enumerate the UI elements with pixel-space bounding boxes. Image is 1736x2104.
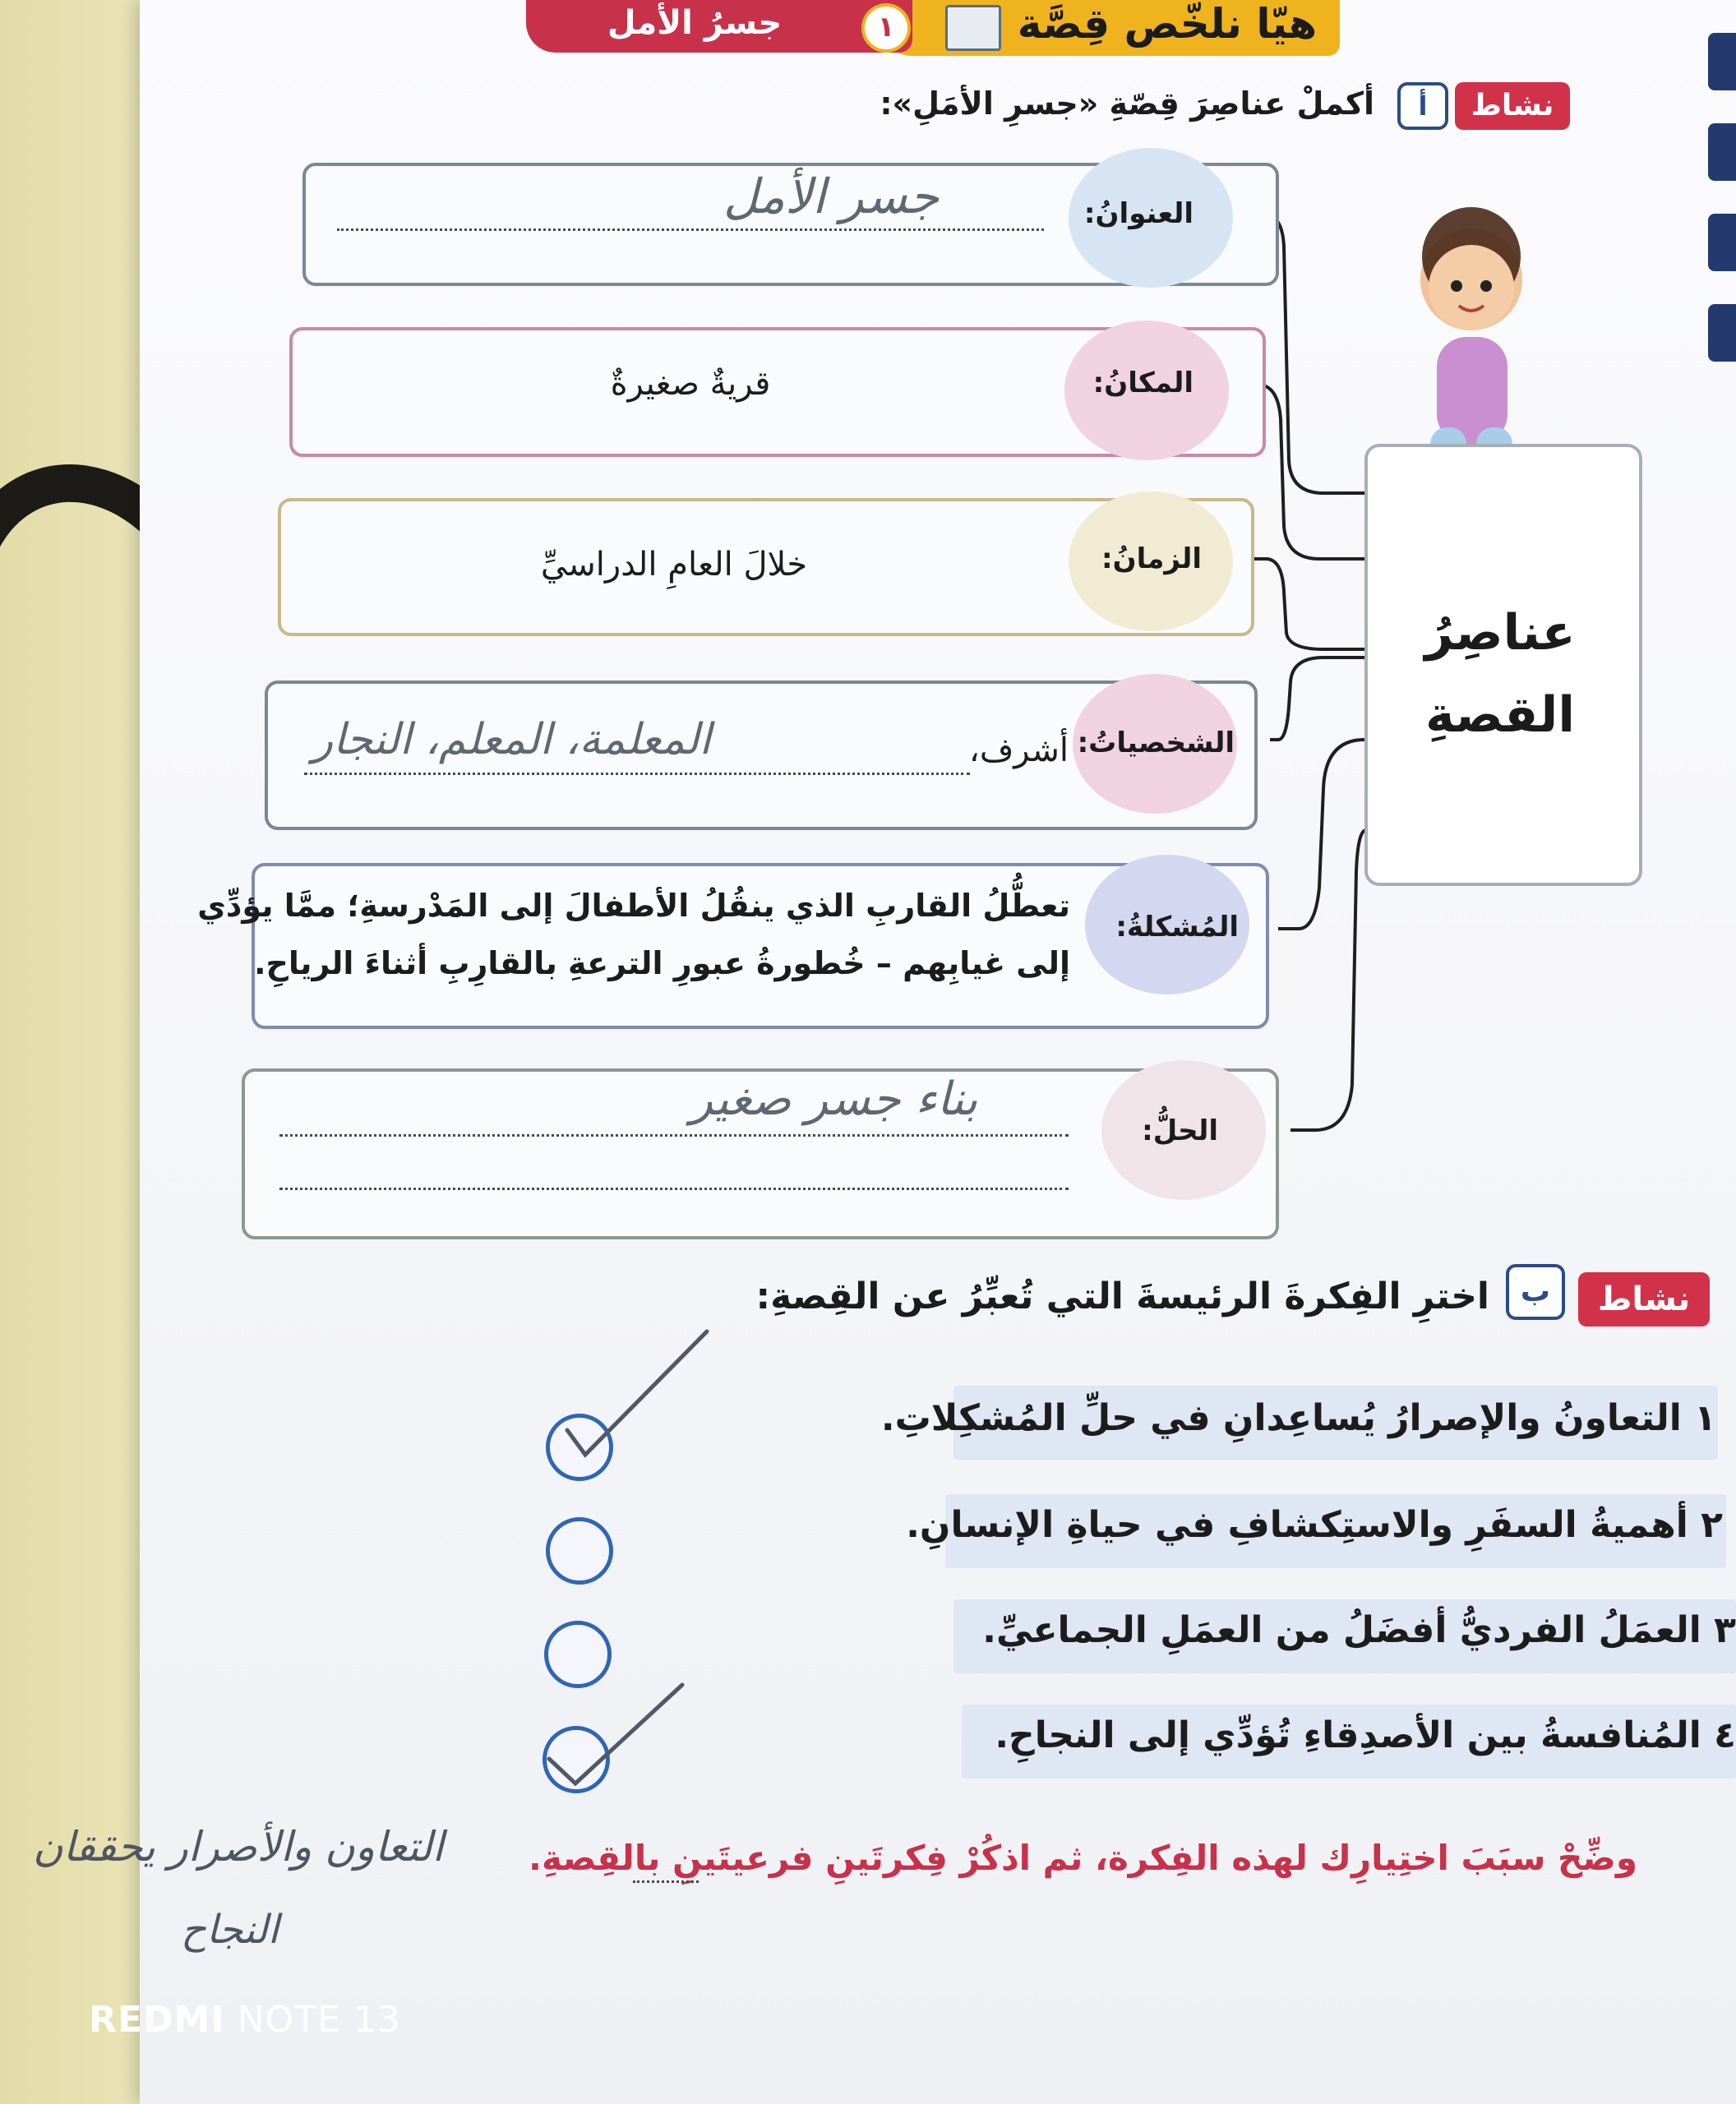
- story-elements-title: عناصِرُ القصةِ: [1424, 604, 1576, 744]
- explain-prompt: وضِّحْ سبَبَ اختِيارِك لهذه الفِكرة، ثم اذكُرْ فِكرتَينِ فرعيتَينِ بالقِصةِ.: [529, 1838, 1637, 1878]
- activity-number: أ: [1397, 82, 1448, 130]
- header-title: هيّا نلخّص قِصَّة: [1017, 0, 1318, 48]
- lesson-number: ١: [861, 3, 911, 53]
- camera-watermark: REDMI NOTE 13: [89, 1999, 401, 2041]
- characters-label: الشخصياتُ:: [1077, 727, 1235, 759]
- check-icon: [567, 1331, 707, 1455]
- story-name: جسرُ الأمل: [607, 4, 783, 42]
- option-4[interactable]: ٤ المُنافسةُ بين الأصدِقاءِ تُؤدِّي إلى النجاحِ.: [995, 1714, 1736, 1756]
- problem-label: المُشكلةُ:: [1115, 911, 1239, 944]
- problem-line-1: تعطُّلُ القاربِ الذي ينقُلُ الأطفالَ إلى المَدْرسةِ؛ ممَّا يؤدِّي: [197, 888, 1070, 924]
- option-1[interactable]: ١ التعاونُ والإصرارُ يُساعِدانِ في حلِّ المُشكِلاتِ.: [880, 1397, 1716, 1439]
- option-3[interactable]: ٣ العمَلُ الفرديُّ أفضَلُ من العمَلِ الجماعيِّ.: [982, 1609, 1736, 1651]
- answer-line: [633, 1880, 699, 1883]
- characters-printed: أشرف،: [968, 731, 1069, 769]
- handwritten-characters: المعلمة، المعلم، النجار: [312, 715, 711, 764]
- activity-badge: نشاط: [1455, 82, 1570, 130]
- handwritten-title: جسر الأمل: [723, 168, 940, 224]
- handwritten-solution: بناء جسر صغير: [690, 1073, 978, 1126]
- place-answer: قريةٌ صغيرةٌ: [610, 365, 771, 403]
- option-2[interactable]: ٢ أهميةُ السفَرِ والاستِكشافِ في حياةِ الإنسانِ.: [906, 1504, 1723, 1546]
- handwritten-explanation: التعاون والأصرار يحققان: [33, 1823, 444, 1871]
- problem-line-2: إلى غيابِهم – خُطورةُ عبورِ الترعةِ بالقارِبِ أثناءَ الرياحِ.: [254, 945, 1070, 981]
- check-icon: [549, 1685, 682, 1783]
- handwritten-explanation-line-2: النجاح: [181, 1907, 279, 1953]
- title-label: العنوانُ:: [1083, 197, 1194, 230]
- activity-instruction: اخترِ الفِكرةَ الرئيسةَ التي تُعبِّرُ عن القِصةِ:: [755, 1276, 1489, 1317]
- activity-badge: نشاط: [1578, 1272, 1710, 1327]
- activity-instruction: أكملْ عناصِرَ قِصّةِ «جسرِ الأمَلِ»:: [880, 85, 1374, 122]
- time-answer: خلالَ العامِ الدراسيِّ: [540, 546, 808, 584]
- time-label: الزمانُ:: [1101, 542, 1202, 575]
- place-label: المكانُ:: [1092, 367, 1194, 399]
- solution-label: الحلُّ:: [1142, 1114, 1218, 1147]
- activity-number: ب: [1506, 1264, 1565, 1320]
